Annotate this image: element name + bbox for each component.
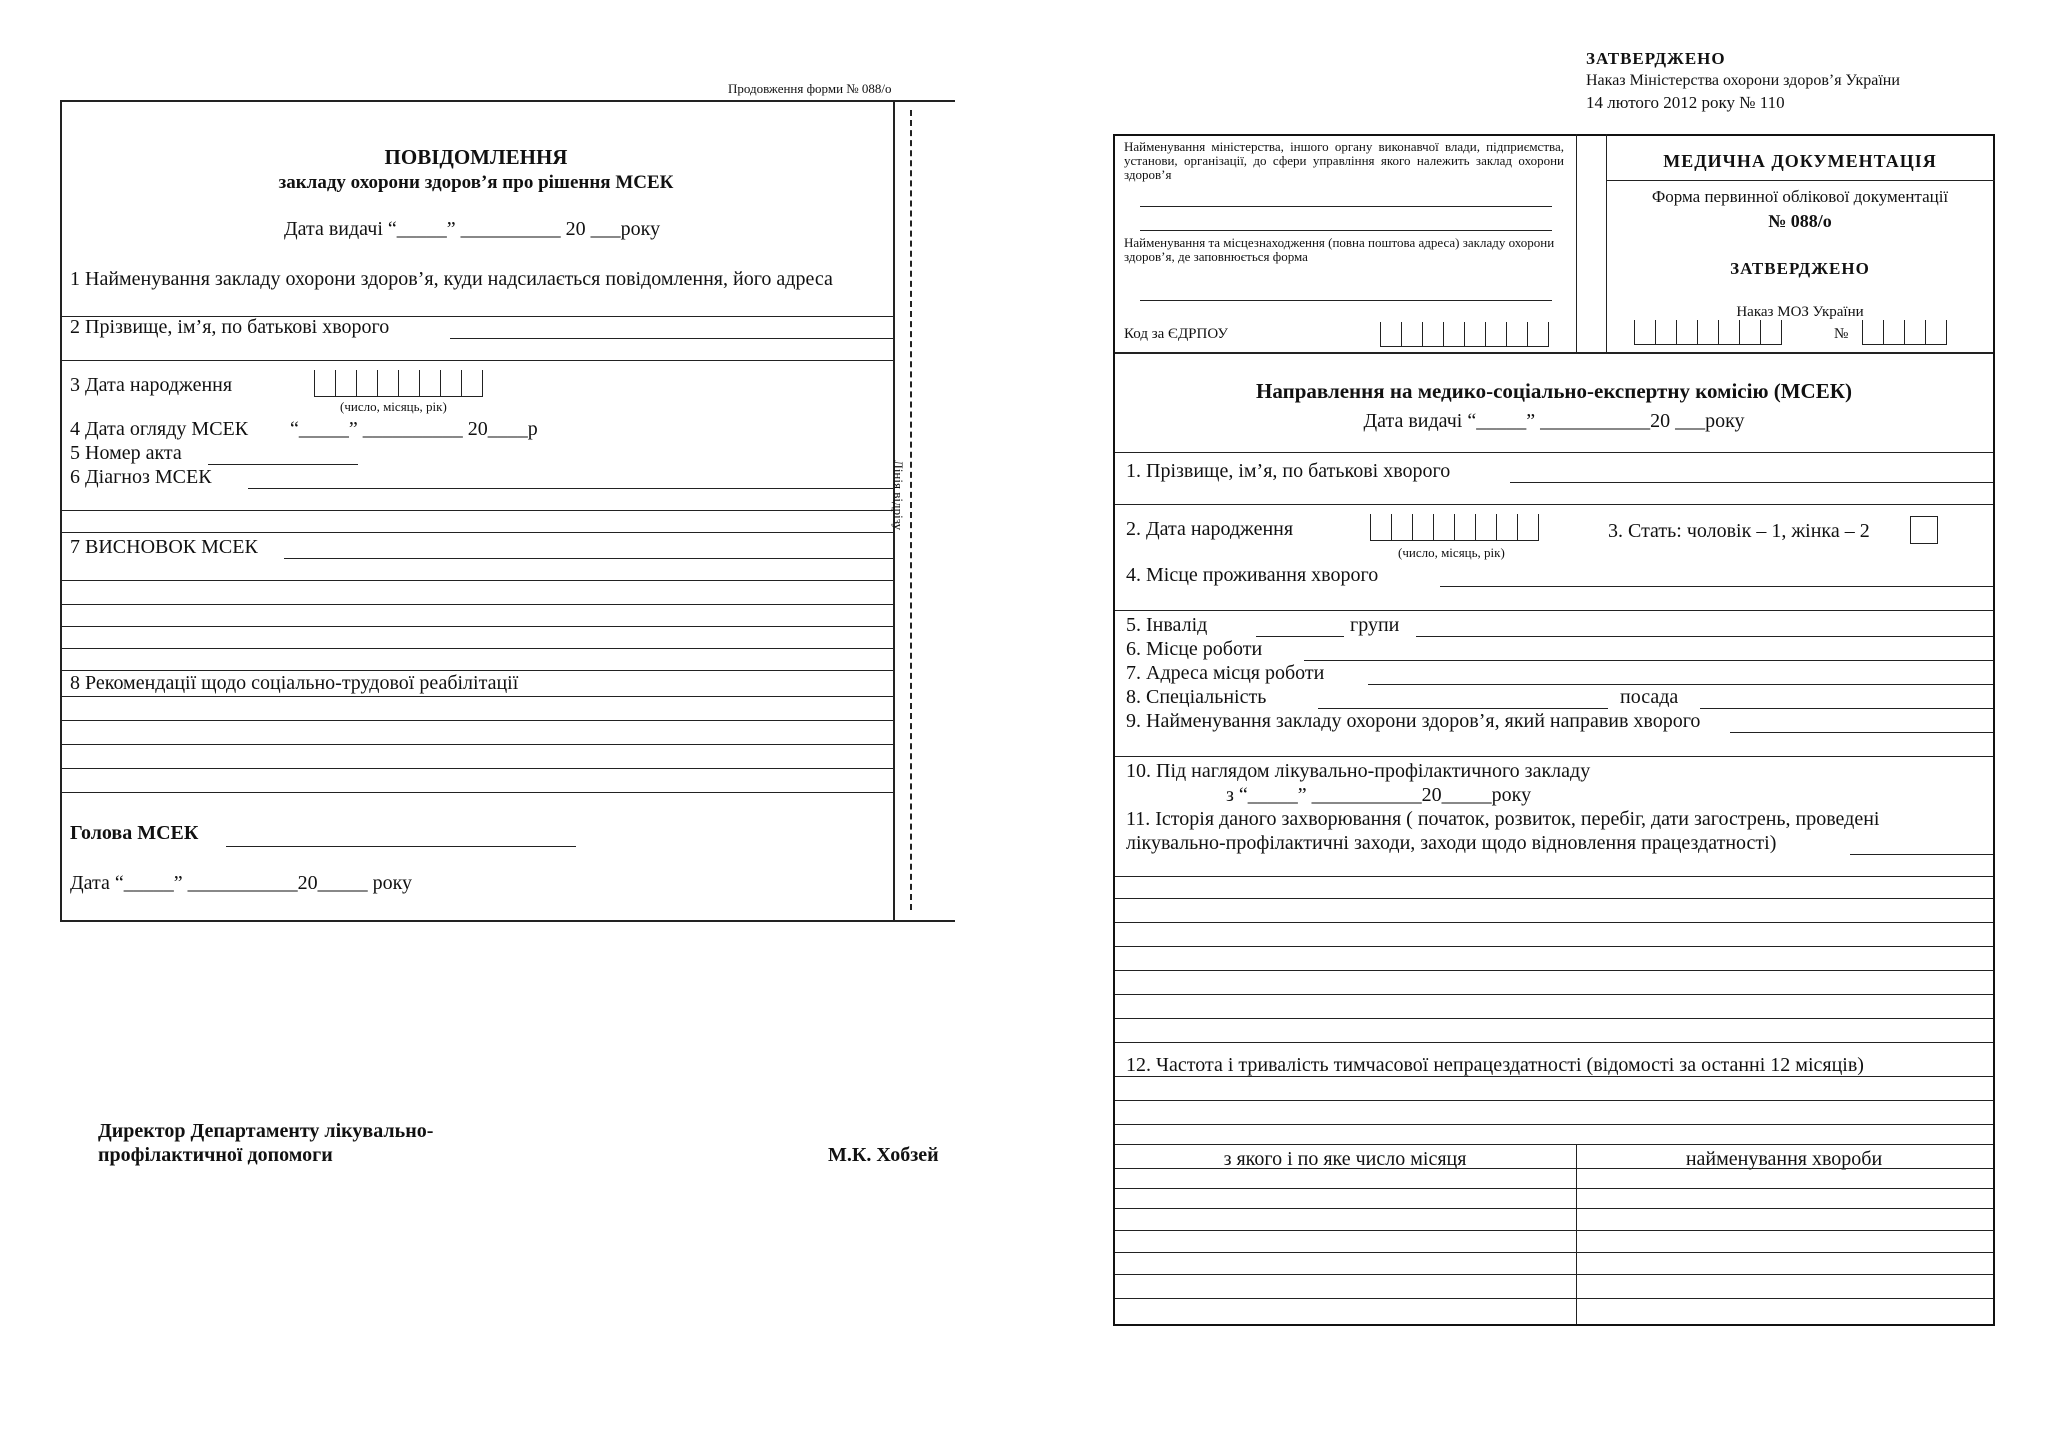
field-history-2: лікувально-профілактичні заходи, заходи щодо відновлення працездатності) xyxy=(1126,832,1777,854)
field-incapacity: 12. Частота і тривалість тимчасової непрацездатності (відомості за останні 12 місяців) xyxy=(1126,1054,1864,1076)
line xyxy=(1115,1124,1993,1125)
line xyxy=(1368,684,1993,685)
referral-title: Направлення на медико-соціально-експертну комісію (МСЕК) xyxy=(1256,379,1852,403)
line xyxy=(62,670,893,671)
field-diagnosis: 6 Діагноз МСЕК xyxy=(70,466,212,488)
line xyxy=(1700,708,1993,709)
location-field-label: Найменування та місцезнаходження (повна поштова адреса) закладу охорони здоров’я, де заповнюється форма xyxy=(1124,235,1555,264)
edrpou-label: Код за ЄДРПОУ xyxy=(1124,326,1228,342)
line xyxy=(1510,482,1993,483)
supervision-date: з “_____” ___________20_____року xyxy=(1226,784,1532,806)
line xyxy=(62,604,893,605)
line xyxy=(62,648,893,649)
field-institution: 1 Найменування закладу охорони здоров’я, куди надсилається повідомлення, його адреса xyxy=(70,268,833,290)
moz-order: Наказ МОЗ України xyxy=(1736,304,1864,320)
line xyxy=(1115,876,1993,877)
line xyxy=(62,720,893,721)
line xyxy=(1606,180,1995,181)
field-full-name: 1. Прізвище, ім’я, по батькові хворого xyxy=(1126,460,1451,482)
line xyxy=(62,744,893,745)
line xyxy=(1140,230,1552,231)
line xyxy=(248,488,893,489)
medical-documentation: МЕДИЧНА ДОКУМЕНТАЦІЯ xyxy=(1663,151,1937,171)
sex-box[interactable] xyxy=(1910,516,1938,544)
birth-date-cells xyxy=(1370,514,1539,541)
line xyxy=(1416,636,1993,637)
director-signature: М.К. Хобзей xyxy=(828,1144,939,1166)
form-number: № 088/о xyxy=(1768,211,1832,231)
line xyxy=(1115,994,1993,995)
director-line-1: Директор Департаменту лікувально- xyxy=(98,1120,434,1142)
field-full-name: 2 Прізвище, ім’я, по батькові хворого xyxy=(70,316,390,338)
line xyxy=(208,464,358,465)
order-date-cells xyxy=(1634,320,1782,345)
line xyxy=(1115,1100,1993,1101)
field-exam-date: 4 Дата огляду МСЕК xyxy=(70,418,249,440)
line xyxy=(1115,1076,1993,1077)
edrpou-cells xyxy=(1380,322,1549,347)
col-disease-header: найменування хвороби xyxy=(1685,1148,1883,1170)
ministry-order: Наказ Міністерства охорони здоров’я України xyxy=(1586,72,1900,89)
line xyxy=(450,338,893,339)
line xyxy=(1115,946,1993,947)
field-position: посада xyxy=(1620,686,1679,708)
issue-date: Дата видачі “_____” __________ 20 ___року xyxy=(284,218,661,240)
notice-title: ПОВІДОМЛЕННЯ xyxy=(384,145,568,169)
field-residence: 4. Місце проживання хворого xyxy=(1126,564,1379,586)
birth-date-hint: (число, місяць, рік) xyxy=(340,399,447,414)
col-dates-header: з якого і по яке число місяця xyxy=(1223,1148,1467,1170)
table-row xyxy=(1115,1252,1993,1253)
header-separator xyxy=(1115,352,1993,354)
line xyxy=(1115,970,1993,971)
field-act-number: 5 Номер акта xyxy=(70,442,182,464)
order-number-sign: № xyxy=(1834,326,1849,342)
line xyxy=(1115,504,1993,505)
line xyxy=(1304,660,1993,661)
table-row xyxy=(1115,1230,1993,1231)
line xyxy=(62,510,893,511)
line xyxy=(1440,586,1993,587)
line xyxy=(226,846,576,847)
field-specialty: 8. Спеціальність xyxy=(1126,686,1267,708)
line xyxy=(1115,1144,1993,1145)
field-referring-institution: 9. Найменування закладу охорони здоров’я, який направив хворого xyxy=(1126,710,1701,732)
bottom-border xyxy=(60,920,955,922)
line xyxy=(1115,1018,1993,1019)
field-work-address: 7. Адреса місця роботи xyxy=(1126,662,1325,684)
cut-line xyxy=(910,110,912,910)
disability-group-label: групи xyxy=(1350,614,1400,636)
birth-date-cells xyxy=(314,370,483,397)
field-birth-date: 3 Дата народження xyxy=(70,374,233,396)
signature-date: Дата “_____” ___________20_____ року xyxy=(70,872,413,894)
referral-issue-date: Дата видачі “_____” ___________20 ___року xyxy=(1363,410,1745,432)
table-divider xyxy=(1576,1144,1577,1324)
line xyxy=(1115,756,1993,757)
line xyxy=(62,768,893,769)
line xyxy=(1115,922,1993,923)
approved-label-2: ЗАТВЕРДЖЕНО xyxy=(1730,259,1870,278)
birth-date-hint: (число, місяць, рік) xyxy=(1398,545,1505,560)
approved-label: ЗАТВЕРДЖЕНО xyxy=(1586,49,1726,68)
order-date: 14 лютого 2012 року № 110 xyxy=(1586,93,1785,112)
field-history-1: 11. Історія даного захворювання ( початок, розвиток, перебіг, дати загострень, проведені xyxy=(1126,808,1880,830)
field-recommendations: 8 Рекомендації щодо соціально-трудової реабілітації xyxy=(70,672,519,694)
left-border xyxy=(60,100,62,922)
field-birth-date: 2. Дата народження xyxy=(1126,518,1294,540)
form-type: Форма первинної облікової документації xyxy=(1651,187,1949,206)
line xyxy=(62,792,893,793)
divider xyxy=(1606,134,1607,352)
exam-date-value: “_____” __________ 20____р xyxy=(290,418,538,440)
ministry-field-label: Найменування міністерства, іншого органу виконавчої влади, підприємства, установи, організації, до сфери управління якого належить заклад охорони здоров’я xyxy=(1124,139,1564,182)
line xyxy=(1256,636,1344,637)
table-row xyxy=(1115,1168,1993,1169)
line xyxy=(1115,898,1993,899)
field-sex: 3. Стать: чоловік – 1, жінка – 2 xyxy=(1608,520,1870,542)
line xyxy=(1115,610,1993,611)
notice-subtitle: закладу охорони здоров’я про рішення МСЕК xyxy=(278,172,674,193)
line xyxy=(62,360,893,361)
table-row xyxy=(1115,1208,1993,1209)
line xyxy=(1115,1042,1993,1043)
order-number-cells xyxy=(1862,320,1947,345)
field-workplace: 6. Місце роботи xyxy=(1126,638,1263,660)
line xyxy=(1318,708,1608,709)
top-border xyxy=(60,100,955,102)
divider xyxy=(1576,134,1577,352)
table-row xyxy=(1115,1188,1993,1189)
line xyxy=(1140,300,1552,301)
table-row xyxy=(1115,1274,1993,1275)
line xyxy=(1850,854,1993,855)
line xyxy=(62,696,893,697)
line xyxy=(62,626,893,627)
line xyxy=(62,532,893,533)
line xyxy=(1730,732,1993,733)
field-supervision: 10. Під наглядом лікувально-профілактичного закладу xyxy=(1126,760,1591,782)
cut-line-label: Лінія відрізу xyxy=(891,460,906,531)
field-conclusion: 7 ВИСНОВОК МСЕК xyxy=(70,536,258,558)
continuation-label: Продовження форми № 088/о xyxy=(728,81,892,96)
line xyxy=(1140,206,1552,207)
line xyxy=(284,558,893,559)
director-line-2: профілактичної допомоги xyxy=(98,1144,333,1166)
line xyxy=(62,580,893,581)
line xyxy=(1115,452,1993,453)
table-row xyxy=(1115,1298,1993,1299)
field-disability: 5. Інвалід xyxy=(1126,614,1208,636)
commission-head: Голова МСЕК xyxy=(70,822,199,844)
